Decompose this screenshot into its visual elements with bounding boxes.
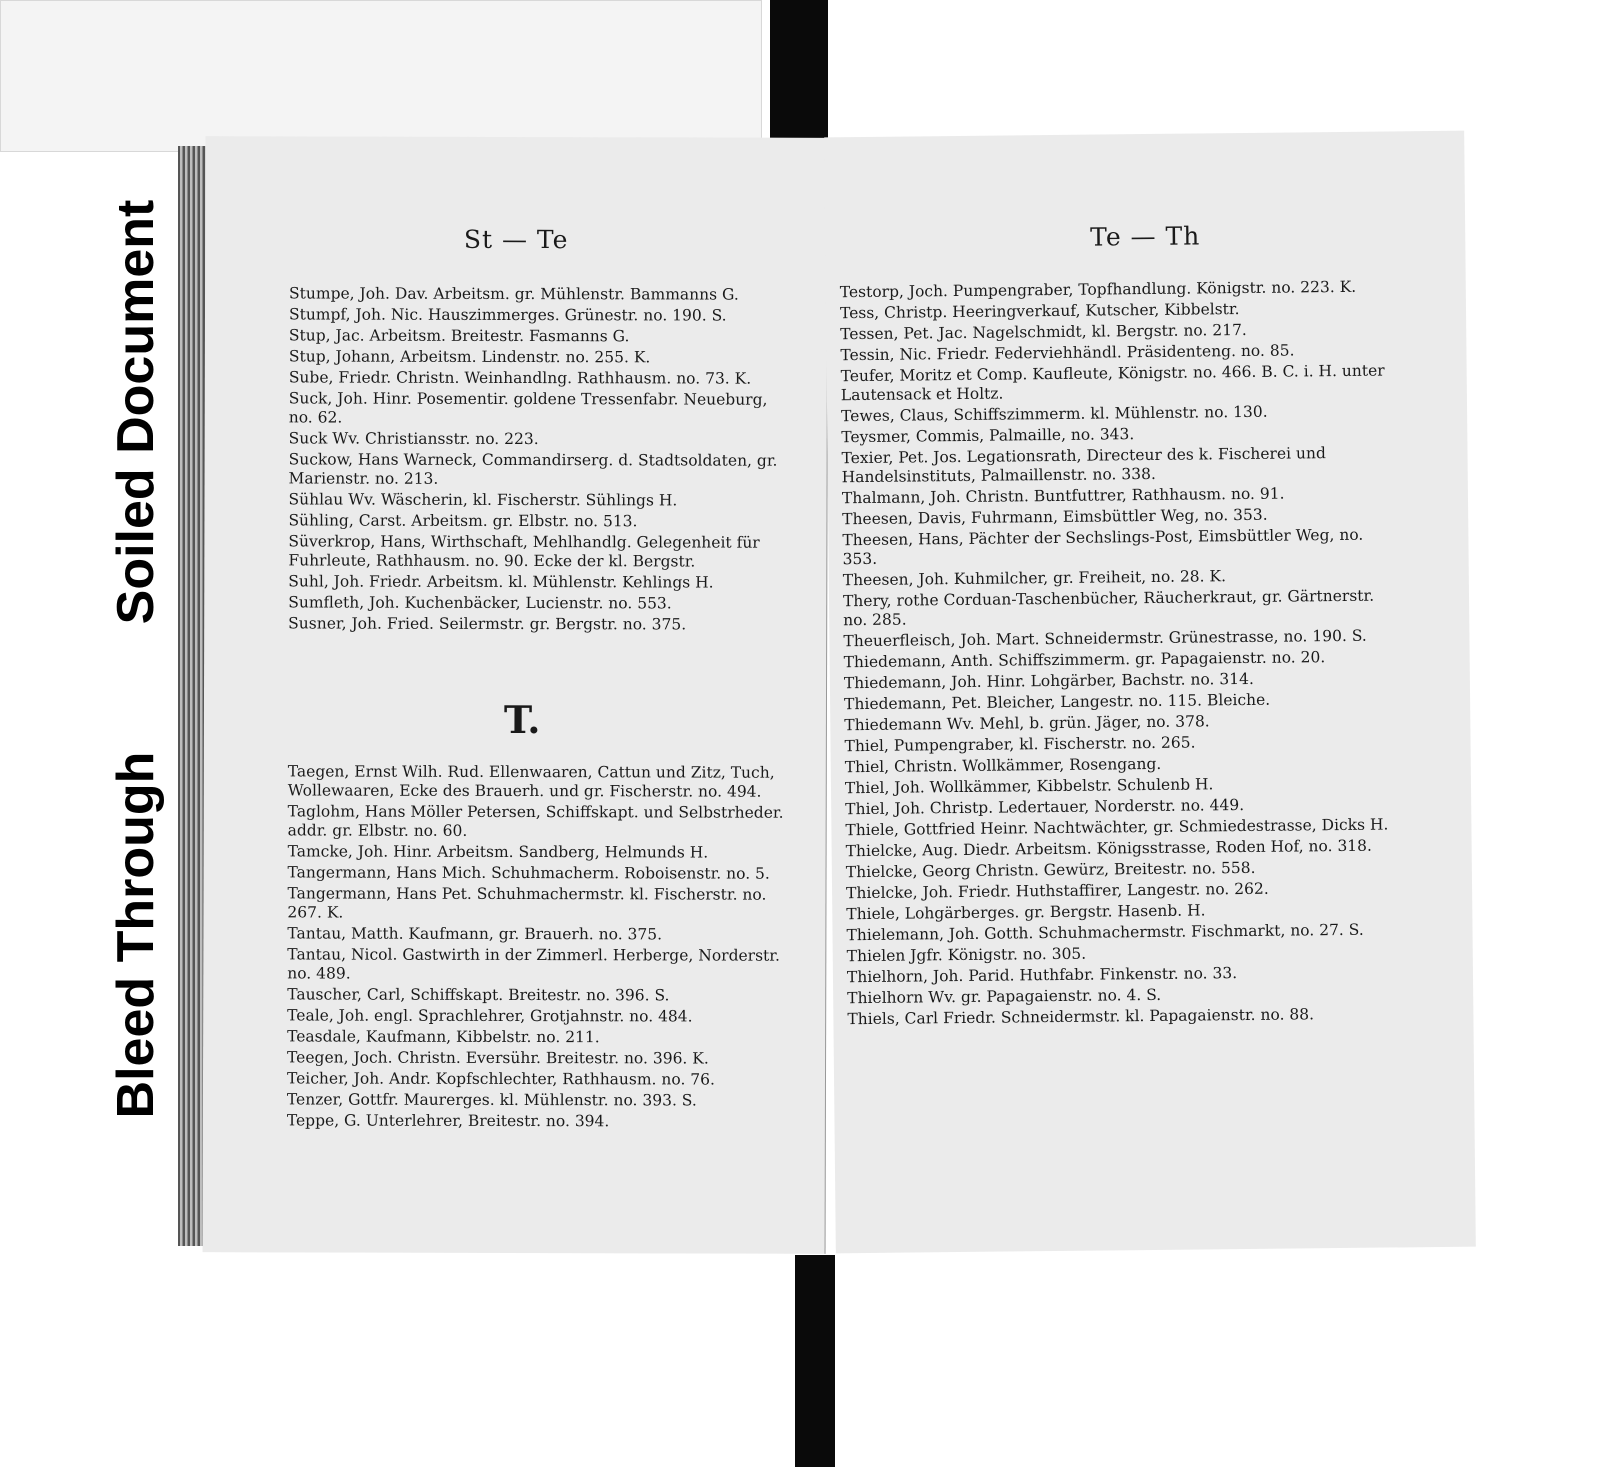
soiled-document-label (94, 152, 178, 672)
directory-entry: Tessen, Pet. Jac. Nagelschmidt, kl. Bergstr. no. 217. (840, 320, 1247, 344)
directory-entry: Sühlau Wv. Wäscherin, kl. Fischerstr. Sühlings H. (288, 490, 678, 510)
directory-entry: Thiel, Pumpengraber, kl. Fischerstr. no. 265. (844, 733, 1196, 756)
directory-entry: Teysmer, Commis, Palmaille, no. 343. (841, 425, 1135, 447)
directory-entry: Suhl, Joh. Friedr. Arbeitsm. kl. Mühlenstr. Kehlings H. (288, 572, 714, 592)
left-entries-after (287, 762, 788, 1133)
directory-entry: Thielcke, Aug. Diedr. Arbeitsm. Königsstrasse, Roden Hof, no. 318. (845, 836, 1372, 861)
directory-entry: Tantau, Matth. Kaufmann, gr. Brauerh. no. 375. (287, 924, 663, 944)
directory-entry: Thielhorn Wv. gr. Papagaienstr. no. 4. S. (847, 985, 1162, 1008)
right-page-header: Te — Th (1089, 221, 1201, 252)
background-sheet (0, 0, 762, 152)
directory-entry: Stup, Johann, Arbeitsm. Lindenstr. no. 255. K. (288, 347, 651, 367)
directory-entry: Tantau, Nicol. Gastwirth in der Zimmerl. Herberge, Norderstr. no. 489. (287, 945, 780, 983)
binding-shadow-top (770, 0, 828, 150)
binding-shadow-bottom (795, 1255, 835, 1467)
directory-entry: Thiel, Joh. Wollkämmer, Kibbelstr. Schulenb H. (844, 775, 1214, 798)
directory-entry: Taegen, Ernst Wilh. Rud. Ellenwaaren, Cattun und Zitz, Tuch, Wollewaaren, Ecke des Brauerh. und gr. Fischerstr. no. 494. (287, 762, 775, 801)
section-letter: T. (503, 696, 541, 743)
bleed-through-text: Bleed Through (107, 751, 165, 1119)
directory-entry: Teppe, G. Unterlehrer, Breitestr. no. 394. (286, 1111, 610, 1131)
directory-entry: Tauscher, Carl, Schiffskapt. Breitestr. no. 396. S. (287, 985, 670, 1005)
directory-entry: Thielen Jgfr. Königstr. no. 305. (846, 944, 1087, 966)
directory-entry: Tangermann, Hans Mich. Schuhmacherm. Roboisenstr. no. 5. (287, 863, 770, 883)
right-entries (840, 277, 1398, 1031)
directory-entry: Thiedemann, Anth. Schiffszimmerm. gr. Papagaienstr. no. 20. (843, 648, 1326, 672)
directory-entry: Sube, Friedr. Christn. Weinhandlng. Rathhausm. no. 73. K. (288, 368, 752, 388)
directory-entry: Tenzer, Gottfr. Maurerges. kl. Mühlenstr. no. 393. S. (286, 1090, 697, 1110)
directory-entry: Thiel, Joh. Christp. Ledertauer, Norderstr. no. 449. (845, 796, 1245, 819)
directory-entry: Texier, Pet. Jos. Legationsrath, Directeur des k. Fischerei und Handelsinstituts, Palmaillenstr. no. 338. (841, 444, 1326, 487)
directory-entry: Tewes, Claus, Schiffszimmerm. kl. Mühlenstr. no. 130. (841, 402, 1268, 426)
directory-entry: Suck, Joh. Hinr. Posementir. goldene Tressenfabr. Neueburg, no. 62. (288, 389, 768, 427)
directory-entry: Sumfleth, Joh. Kuchenbäcker, Lucienstr. no. 553. (288, 593, 672, 613)
directory-entry: Suckow, Hans Warneck, Commandirserg. d. Stadtsoldaten, gr. Marienstr. no. 213. (288, 450, 778, 488)
directory-entry: Suck Wv. Christiansstr. no. 223. (288, 429, 539, 449)
directory-entry: Testorp, Joch. Pumpengraber, Topfhandlung. Königstr. no. 223. K. (839, 277, 1357, 302)
directory-entry: Süverkrop, Hans, Wirthschaft, Mehlhandlg. Gelegenheit für Fuhrleute, Rathhausm. no. 90. Ecke der kl. Bergstr. (288, 532, 760, 571)
directory-entry: Tamcke, Joh. Hinr. Arbeitsm. Sandberg, Helmunds H. (287, 842, 709, 862)
directory-entry: Thiele, Lohgärberges. gr. Bergstr. Hasenb. H. (846, 901, 1206, 924)
left-page (203, 136, 829, 1254)
directory-entry: Stumpe, Joh. Dav. Arbeitsm. gr. Mühlenstr. Bammanns G. (289, 284, 739, 304)
directory-entry: Thiedemann Wv. Mehl, b. grün. Jäger, no. 378. (844, 712, 1210, 735)
directory-entry: Tangermann, Hans Pet. Schuhmachermstr. kl. Fischerstr. no. 267. K. (287, 884, 767, 922)
directory-entry: Susner, Joh. Fried. Seilermstr. gr. Bergstr. no. 375. (288, 614, 687, 634)
directory-entry: Thiele, Gottfried Heinr. Nachtwächter, gr. Schmiedestrasse, Dicks H. (845, 815, 1389, 840)
directory-entry: Thery, rothe Corduan-Taschenbücher, Räucherkraut, gr. Gärtnerstr. no. 285. (842, 586, 1375, 630)
directory-entry: Thielcke, Georg Christn. Gewürz, Breitestr. no. 558. (845, 858, 1256, 882)
directory-entry: Teasdale, Kaufmann, Kibbelstr. no. 211. (287, 1027, 600, 1047)
directory-entry: Thielemann, Joh. Gotth. Schuhmachermstr. Fischmarkt, no. 27. S. (846, 920, 1364, 945)
directory-entry: Theesen, Davis, Fuhrmann, Eimsbüttler Weg, no. 353. (842, 505, 1268, 529)
directory-entry: Stup, Jac. Arbeitsm. Breitestr. Fasmanns G. (288, 326, 630, 346)
soiled-document-text: Soiled Document (107, 199, 165, 625)
directory-entry: Theesen, Joh. Kuhmilcher, gr. Freiheit, no. 28. K. (842, 567, 1227, 590)
directory-entry: Teufer, Moritz et Comp. Kaufleute, Königstr. no. 466. B. C. i. H. unter Lautensack et Holtz. (840, 361, 1385, 405)
left-page-header: St — Te (463, 224, 569, 255)
directory-entry: Tessin, Nic. Friedr. Federviehhändl. Präsidenteng. no. 85. (840, 341, 1295, 365)
directory-entry: Thalmann, Joh. Christn. Buntfuttrer, Rathhausm. no. 91. (841, 484, 1285, 508)
bleed-through-label (94, 700, 178, 1170)
right-page (824, 131, 1476, 1254)
directory-entry: Teale, Joh. engl. Sprachlehrer, Grotjahnstr. no. 484. (287, 1006, 693, 1026)
directory-entry: Stumpf, Joh. Nic. Hauszimmerges. Grünestr. no. 190. S. (288, 305, 727, 325)
directory-entry: Theesen, Hans, Pächter der Sechslings-Post, Eimsbüttler Weg, no. 353. (842, 525, 1364, 569)
directory-entry: Sühling, Carst. Arbeitsm. gr. Elbstr. no. 513. (288, 511, 638, 531)
directory-entry: Taglohm, Hans Möller Petersen, Schiffskapt. und Selbstrheder. addr. gr. Elbstr. no. 60. (287, 802, 784, 840)
directory-entry: Teegen, Joch. Christn. Eversühr. Breitestr. no. 396. K. (287, 1048, 709, 1068)
directory-entry: Thielcke, Joh. Friedr. Huthstaffirer, Langestr. no. 262. (845, 879, 1269, 903)
left-entries-before (288, 284, 789, 636)
directory-entry: Theuerfleisch, Joh. Mart. Schneidermstr. Grünestrasse, no. 190. S. (843, 626, 1367, 651)
directory-entry: Tess, Christp. Heeringverkauf, Kutscher, Kibbelstr. (839, 300, 1240, 323)
directory-entry: Thiel, Christn. Wollkämmer, Rosengang. (844, 754, 1162, 777)
directory-entry: Teicher, Joh. Andr. Kopfschlechter, Rathhausm. no. 76. (286, 1069, 715, 1089)
directory-entry: Thiedemann, Joh. Hinr. Lohgärber, Bachstr. no. 314. (843, 669, 1254, 693)
directory-entry: Thiedemann, Pet. Bleicher, Langestr. no. 115. Bleiche. (844, 690, 1271, 714)
directory-entry: Thielhorn, Joh. Parid. Huthfabr. Finkenstr. no. 33. (846, 964, 1238, 987)
directory-entry: Thiels, Carl Friedr. Schneidermstr. kl. Papagaienstr. no. 88. (847, 1005, 1315, 1029)
